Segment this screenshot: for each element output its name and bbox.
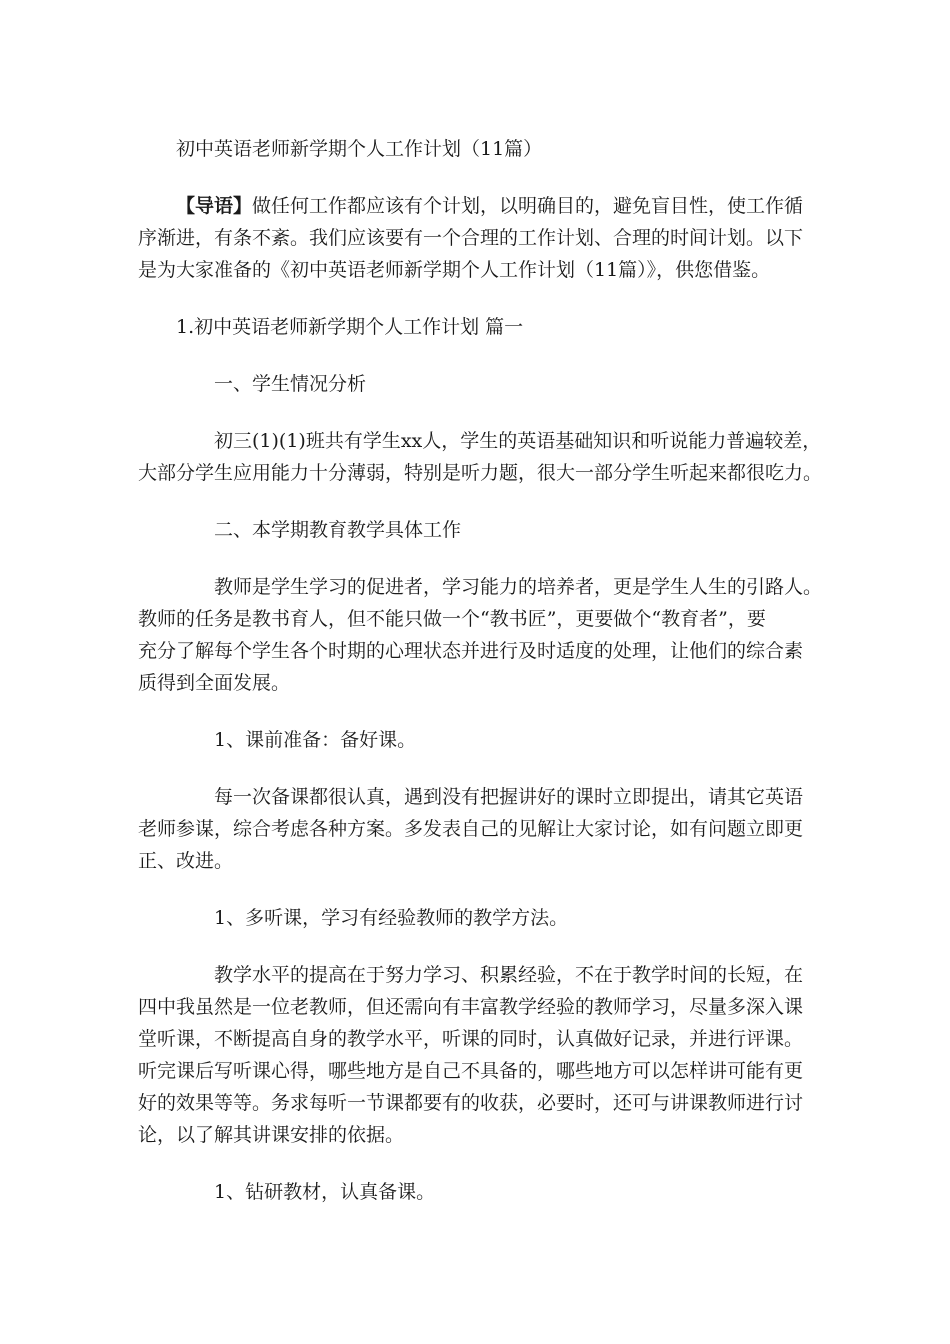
- document-title: 初中英语老师新学期个人工作计划（11篇）: [176, 138, 543, 160]
- paragraph-prepare-lessons: [138, 781, 818, 877]
- paragraph-attend-classes: [138, 959, 818, 1151]
- paragraph-line: 教师的任务是教书育人，但不能只做一个“教书匠”，更要做个“教育者”，要: [138, 608, 766, 630]
- paragraph-line: 教学水平的提高在于努力学习、积累经验，不在于教学时间的长短，在: [214, 964, 804, 986]
- document-body: [138, 133, 823, 1233]
- intro-line-1-text: 做任何工作都应该有个计划，以明确目的，避免盲目性，使工作循: [252, 195, 804, 217]
- paragraph-line: 正、改进。: [138, 850, 234, 872]
- paragraph-line: 每一次备课都很认真，遇到没有把握讲好的课时立即提出，请其它英语: [214, 786, 804, 808]
- paragraph-line: 充分了解每个学生各个时期的心理状态并进行及时适度的处理，让他们的综合素: [138, 640, 804, 662]
- section-heading-1: 1.初中英语老师新学期个人工作计划 篇一: [176, 316, 524, 338]
- paragraph-line: 初三(1)(1)班共有学生xx人，学生的英语基础知识和听说能力普遍较差，: [214, 430, 822, 452]
- paragraph-line: 大部分学生应用能力十分薄弱，特别是听力题，很大一部分学生听起来都很吃力。: [138, 462, 823, 484]
- intro-line-2: 序渐进，有条不紊。我们应该要有一个合理的工作计划、合理的时间计划。以下: [138, 227, 804, 249]
- paragraph-line: 听完课后写听课心得，哪些地方是自己不具备的，哪些地方可以怎样讲可能有更: [138, 1060, 804, 1082]
- paragraph-line: 堂听课，不断提高自身的教学水平，听课的同时，认真做好记录，并进行评课。: [138, 1028, 804, 1050]
- paragraph-student-analysis: [138, 425, 823, 489]
- intro-paragraph: [138, 190, 818, 286]
- paragraph-line: 老师参谋，综合考虑各种方案。多发表自己的见解让大家讨论，如有问题立即更: [138, 818, 804, 840]
- paragraph-teaching-work: [138, 571, 823, 699]
- item-heading-attend-classes: 1、多听课，学习有经验教师的教学方法。: [214, 907, 569, 929]
- subheading-teaching-work: 二、本学期教育教学具体工作: [214, 519, 462, 541]
- item-heading-study-textbook: 1、钻研教材，认真备课。: [214, 1181, 436, 1203]
- paragraph-line: 好的效果等等。务求每听一节课都要有的收获，必要时，还可与讲课教师进行讨: [138, 1092, 804, 1114]
- intro-line-3: 是为大家准备的《初中英语老师新学期个人工作计划（11篇）》，供您借鉴。: [138, 259, 771, 281]
- item-heading-prepare-lessons: 1、课前准备：备好课。: [214, 729, 417, 751]
- paragraph-line: 四中我虽然是一位老教师，但还需向有丰富教学经验的教师学习，尽量多深入课: [138, 996, 804, 1018]
- paragraph-line: 质得到全面发展。: [138, 672, 291, 694]
- paragraph-line: 教师是学生学习的促进者，学习能力的培养者，更是学生人生的引路人。: [214, 576, 823, 598]
- paragraph-line: 论，以了解其讲课安排的依据。: [138, 1124, 405, 1146]
- intro-mark: 【导语】: [176, 195, 253, 217]
- intro-line-1: [138, 190, 818, 222]
- subheading-student-analysis: 一、学生情况分析: [214, 373, 367, 395]
